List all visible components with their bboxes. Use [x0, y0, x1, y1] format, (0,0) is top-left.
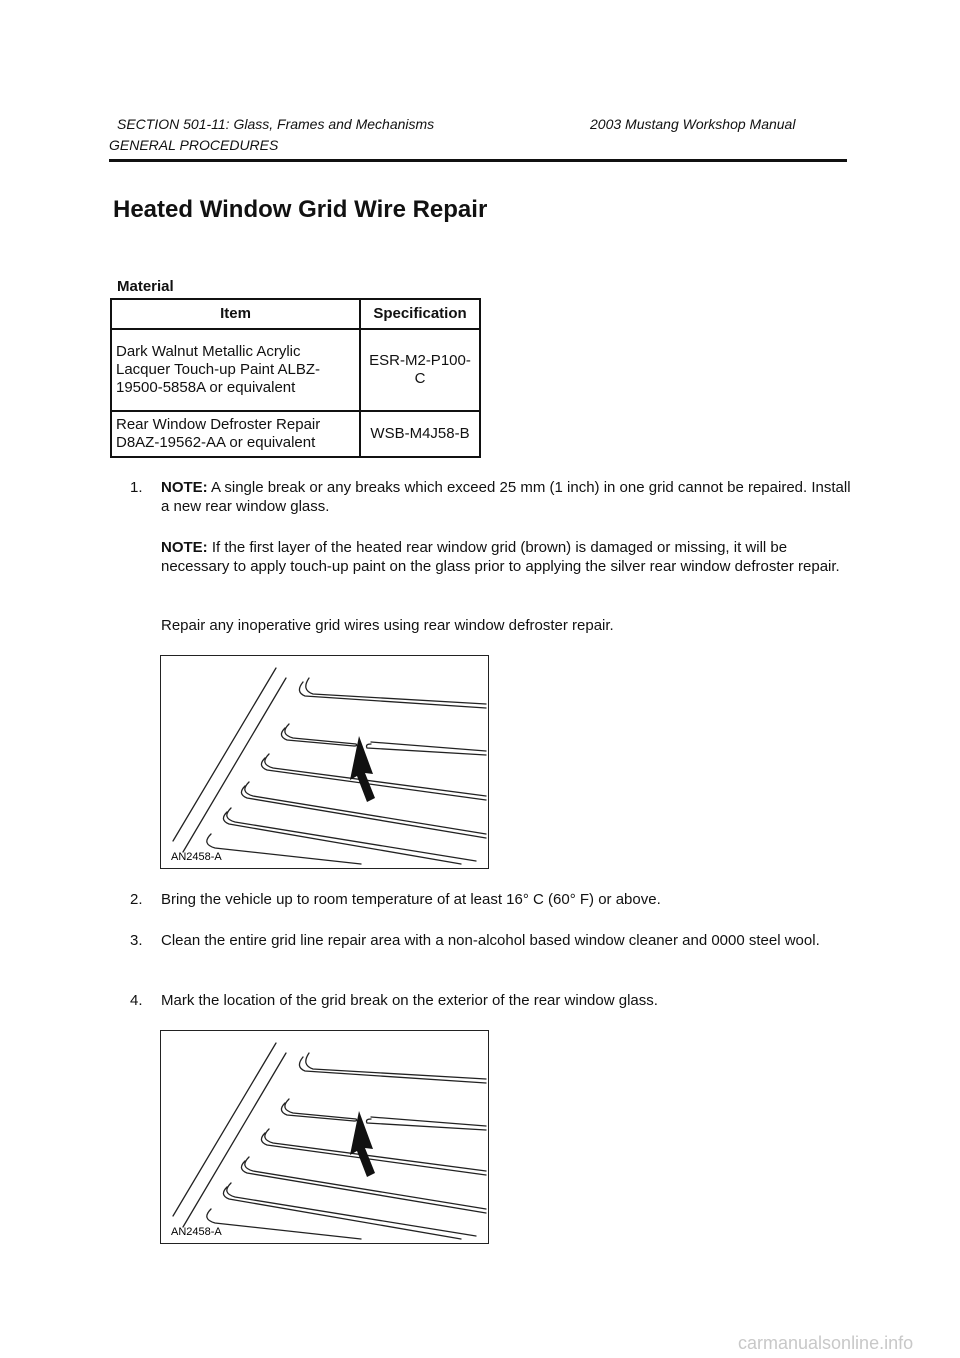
spec-cell: ESR-M2-P100-C [360, 329, 480, 411]
grid-wire-figure [160, 1030, 489, 1244]
item-cell: Rear Window Defroster Repair D8AZ-19562-AA or equivalent [111, 411, 360, 457]
step-note [161, 538, 851, 576]
step-note [161, 478, 851, 516]
figure-label: AN2458-A [171, 1226, 222, 1238]
note-text: If the first layer of the heated rear window grid (brown) is damaged or missing, it will be necessary to apply touch-up paint on the glass prior to applying the silver rear window defroster repair. [161, 539, 840, 575]
material-caption: Material [117, 278, 174, 295]
section-header: SECTION 501-11: Glass, Frames and Mechanisms [117, 116, 435, 132]
table-header-row [111, 299, 480, 329]
column-header-item: Item [111, 299, 360, 329]
step-text: Clean the entire grid line repair area with a non-alcohol based window cleaner and 0000 steel wool. [161, 932, 820, 949]
step-text: Mark the location of the grid break on the exterior of the rear window glass. [161, 992, 658, 1009]
note-label: NOTE: [161, 479, 208, 496]
step-number: 4. [130, 992, 143, 1009]
note-text: A single break or any breaks which exceed 25 mm (1 inch) in one grid cannot be repaired. Install a new rear window glass. [161, 479, 851, 515]
spec-cell: WSB-M4J58-B [360, 411, 480, 457]
table-row [111, 329, 480, 411]
grid-wire-illustration [161, 1031, 488, 1243]
grid-wire-figure [160, 655, 489, 869]
subsection-header: GENERAL PROCEDURES [109, 137, 279, 153]
step-number: 1. [130, 479, 143, 496]
grid-wire-illustration [161, 656, 488, 868]
step-number: 3. [130, 932, 143, 949]
table-row [111, 411, 480, 457]
step-number: 2. [130, 891, 143, 908]
column-header-specification: Specification [360, 299, 480, 329]
manual-title: 2003 Mustang Workshop Manual [590, 116, 796, 132]
material-table [110, 298, 481, 458]
step-text: Repair any inoperative grid wires using rear window defroster repair. [161, 617, 614, 634]
note-label: NOTE: [161, 539, 208, 556]
figure-label: AN2458-A [171, 851, 222, 863]
watermark-footer: carmanualsonline.info [738, 1333, 914, 1353]
item-cell: Dark Walnut Metallic Acrylic Lacquer Touch-up Paint ALBZ-19500-5858A or equivalent [111, 329, 360, 411]
page-title: Heated Window Grid Wire Repair [113, 196, 488, 223]
step-text: Bring the vehicle up to room temperature of at least 16° C (60° F) or above. [161, 891, 661, 908]
header-rule [109, 159, 847, 162]
